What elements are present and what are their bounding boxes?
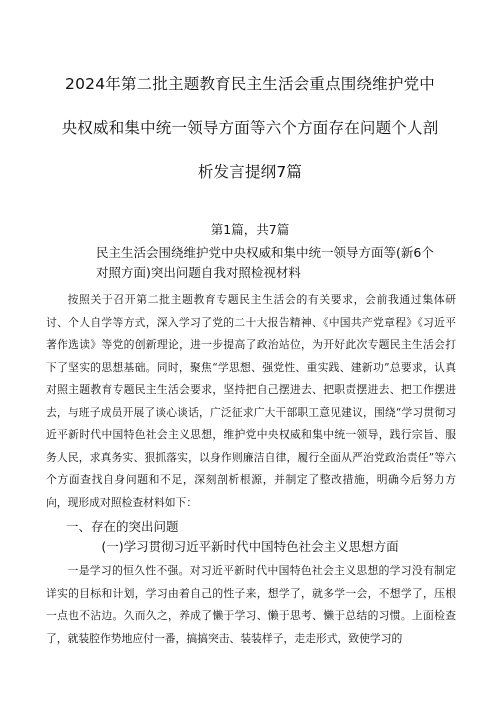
section-heading: 一、存在的突出问题 bbox=[66, 519, 179, 534]
subtitle-line-1: 民主生活会围绕维护党中央权威和集中统一领导方面等(新6个 bbox=[96, 245, 434, 260]
title-line-1: 2024年第二批主题教育民主生活会重点围绕维护党中 bbox=[65, 75, 435, 93]
body-paragraph: 一是学习的恒久性不强。对习近平新时代中国特色社会主义思想的学习没有制定详实的目标和计划，学习由着自己的性子来，想学了，就多学一会，不想学了，压根一点也不沾边。久而久之，养成了懒于学习、懒于思考、懒于总结的习惯。上面检查了，就装腔作势地应付一番，搞搞突击、装装样子，走走形式，致使学习的 bbox=[46, 564, 456, 645]
title-line-3: 析发言提纲7篇 bbox=[197, 163, 303, 181]
subsection-heading: (一)学习贯彻习近平新时代中国特色社会主义思想方面 bbox=[101, 539, 399, 554]
intro-paragraph: 按照关于召开第二批主题教育专题民主生活会的有关要求，会前我通过集体研讨、个人自学等方式，深入学习了党的二十大报告精神、《中国共产党章程》《习近平著作选读》等党的创新理论，进一步提高了政治站位，为开好此次专题民主生活会打下了坚实的思想基础。同时，聚焦“学思想、强党性、重实践、建新功”总要求，认真对照主题教育专题民主生活会要求，坚持把自己摆进去、把职责摆进去、把工作摆进去，与班子成员开展了谈心谈话，广泛征求广大干部职工意见建议，围绕“学习贯彻习近平新时代中国特色社会主义思想，维护党中央权威和集中统一领导，践行宗旨、服务人民，求真务实、狠抓落实，以身作则廉洁自律，履行全面从严治党政治责任”等六个方面查找自身问题和不足，深刻剖析根源，并制定了整改措施，明确今后努力方向，现形成对照检查材料如下： bbox=[46, 293, 456, 509]
title-line-2: 央权威和集中统一领导方面等六个方面存在问题个人剖 bbox=[61, 119, 439, 137]
subtitle-line-2: 对照方面)突出问题自我对照检视材料 bbox=[96, 265, 301, 280]
chapter-label: 第1篇，共7篇 bbox=[210, 222, 290, 237]
